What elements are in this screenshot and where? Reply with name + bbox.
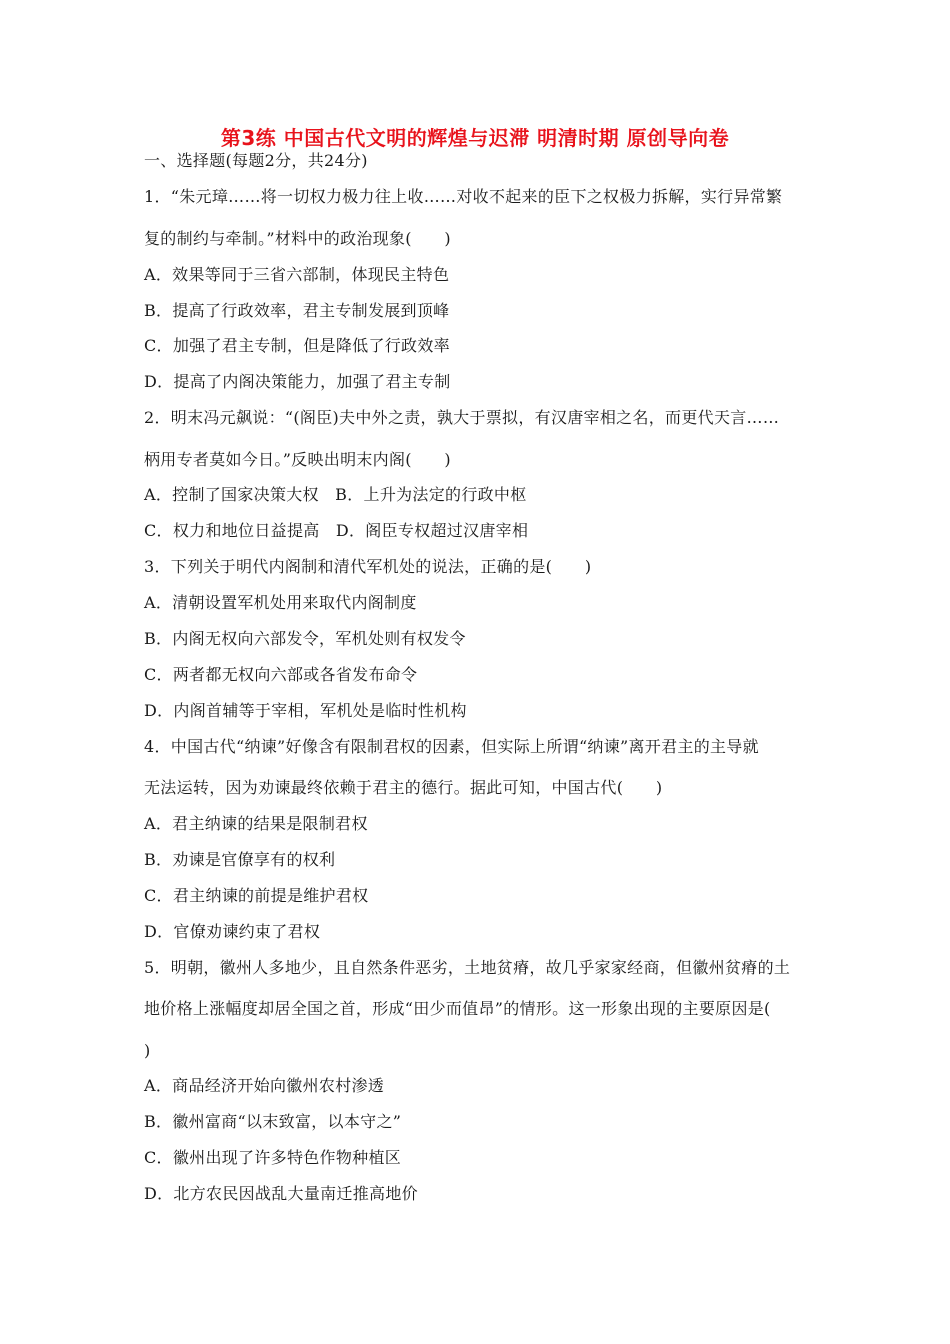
section-heading: 一、选择题(每题2分，共24分) [144,151,368,170]
question-5-stem-line-2: 地价格上涨幅度却居全国之首，形成“田少而值昂”的情形。这一形象出现的主要原因是( [144,999,771,1018]
question-3-option-b: B．内阁无权向六部发令，军机处则有权发令 [144,629,466,648]
question-4-option-a: A．君主纳谏的结果是限制君权 [144,814,368,833]
document-title: 第3练 中国古代文明的辉煌与迟滞 明清时期 原创导向卷 [220,126,730,150]
question-4-stem-line-1: 4．中国古代“纳谏”好像含有限制君权的因素，但实际上所谓“纳谏”离开君主的主导就 [144,737,759,756]
question-2-options-ab: A．控制了国家决策大权 B．上升为法定的行政中枢 [144,485,527,504]
question-5-option-c: C．徽州出现了许多特色作物种植区 [144,1148,402,1167]
question-5-option-b: B．徽州富商“以末致富，以本守之” [144,1112,402,1131]
question-1-stem-line-1: 1．“朱元璋……将一切权力极力往上收……对收不起来的臣下之权极力拆解，实行异常繁 [144,187,783,206]
question-3-stem-line-1: 3．下列关于明代内阁制和清代军机处的说法，正确的是( ) [144,557,592,576]
question-4-stem-line-2: 无法运转，因为劝谏最终依赖于君主的德行。据此可知，中国古代( ) [144,778,663,797]
question-2-options-cd: C．权力和地位日益提高 D．阁臣专权超过汉唐宰相 [144,521,529,540]
question-1-option-c: C．加强了君主专制，但是降低了行政效率 [144,336,450,355]
question-3-option-c: C．两者都无权向六部或各省发布命令 [144,665,418,684]
question-5-option-a: A．商品经济开始向徽州农村渗透 [144,1076,385,1095]
question-3-option-d: D．内阁首辅等于宰相，军机处是临时性机构 [144,701,467,720]
question-4-option-b: B．劝谏是官僚享有的权利 [144,850,336,869]
question-1-stem-line-2: 复的制约与牵制。”材料中的政治现象( ) [144,229,451,248]
question-5-stem-line-3: ) [144,1041,151,1060]
question-4-option-c: C．君主纳谏的前提是维护君权 [144,886,369,905]
question-3-option-a: A．清朝设置军机处用来取代内阁制度 [144,593,417,612]
question-4-option-d: D．官僚劝谏约束了君权 [144,922,321,941]
question-5-stem-line-1: 5．明朝，徽州人多地少，且自然条件恶劣，土地贫瘠，故几乎家家经商，但徽州贫瘠的土 [144,958,791,977]
question-5-option-d: D．北方农民因战乱大量南迁推高地价 [144,1184,418,1203]
question-1-option-a: A．效果等同于三省六部制，体现民主特色 [144,265,450,284]
question-2-stem-line-1: 2．明末冯元飙说：“(阁臣)夫中外之责，孰大于票拟，有汉唐宰相之名，而更代天言…… [144,408,780,427]
question-2-stem-line-2: 柄用专者莫如今日。”反映出明末内阁( ) [144,450,451,469]
question-1-option-b: B．提高了行政效率，君主专制发展到顶峰 [144,301,450,320]
question-1-option-d: D．提高了内阁决策能力，加强了君主专制 [144,372,451,391]
